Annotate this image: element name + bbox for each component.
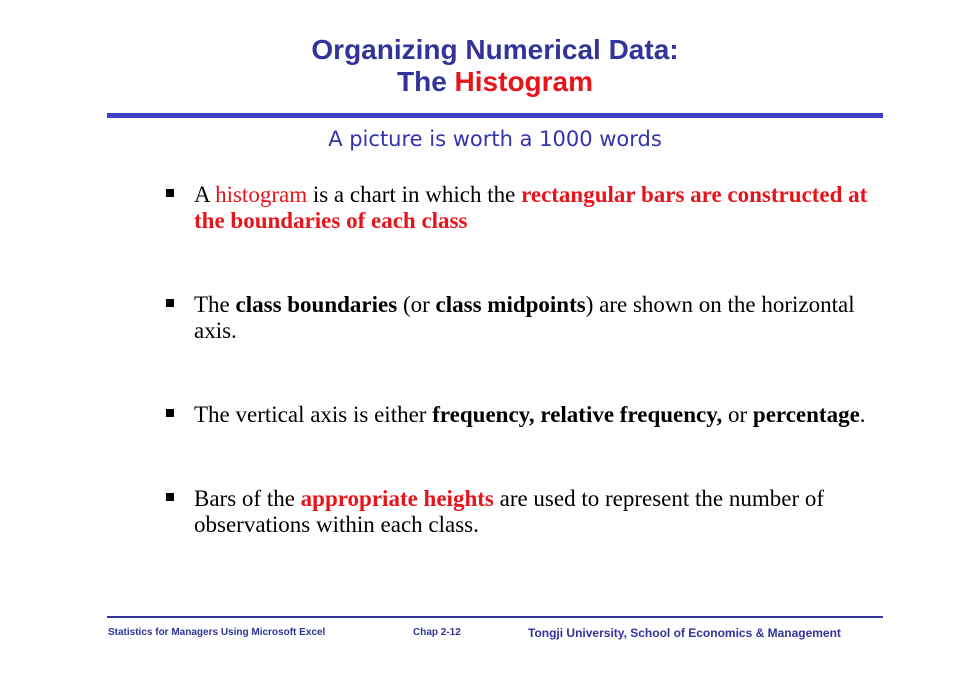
square-bullet-icon <box>166 299 174 307</box>
bullet-4-emphasis: appropriate heights <box>300 486 494 511</box>
bullet-3-term-1: frequency, relative frequency, <box>432 402 723 427</box>
title-accent-word: Histogram <box>454 66 594 97</box>
title-line-2 <box>107 66 883 98</box>
bullet-item-3 <box>160 402 880 428</box>
title-line-1: Organizing Numerical Data: <box>311 34 679 65</box>
bullet-1-text-1: A <box>194 182 216 207</box>
bullet-list <box>160 182 880 538</box>
square-bullet-icon <box>166 493 174 501</box>
bullet-2-term-2: class midpoints <box>435 292 586 317</box>
bullet-1-text-2: is a chart in which the <box>307 182 522 207</box>
bullet-1-term: histogram <box>215 182 308 207</box>
bullet-2-text-2: (or <box>397 292 436 317</box>
bullet-3-text-3: . <box>859 402 866 427</box>
square-bullet-icon <box>166 409 174 417</box>
bullet-4-text-2: are used to represent the number of observations within each class. <box>194 486 825 537</box>
footer-chapter-page: Chap 2-12 <box>413 627 461 638</box>
footer-book-title: Statistics for Managers Using Microsoft Excel <box>108 627 326 638</box>
bullet-item-2 <box>160 292 880 344</box>
bullet-2-text-3: ) are shown on the horizontal axis. <box>194 292 855 343</box>
bullet-4-text-1: Bars of the <box>194 486 301 511</box>
footer-institution: Tongji University, School of Economics & Management <box>528 626 841 640</box>
bullet-2-term-1: class boundaries <box>235 292 398 317</box>
bullet-3-term-2: percentage <box>752 402 860 427</box>
bullet-item-1 <box>160 182 880 234</box>
bullet-3-text-2: or <box>722 402 753 427</box>
square-bullet-icon <box>166 189 174 197</box>
bullet-item-4 <box>160 486 880 538</box>
bullet-1-emphasis: rectangular bars are constructed at the boundaries of each class <box>194 182 868 233</box>
title-line-2-prefix: The <box>396 66 455 97</box>
title-divider <box>107 113 883 118</box>
slide-title <box>107 34 883 98</box>
footer-divider <box>107 616 883 618</box>
bullet-2-text-1: The <box>194 292 236 317</box>
slide-subtitle: A picture is worth a 1000 words <box>328 127 662 151</box>
bullet-3-text-1: The vertical axis is either <box>194 402 433 427</box>
